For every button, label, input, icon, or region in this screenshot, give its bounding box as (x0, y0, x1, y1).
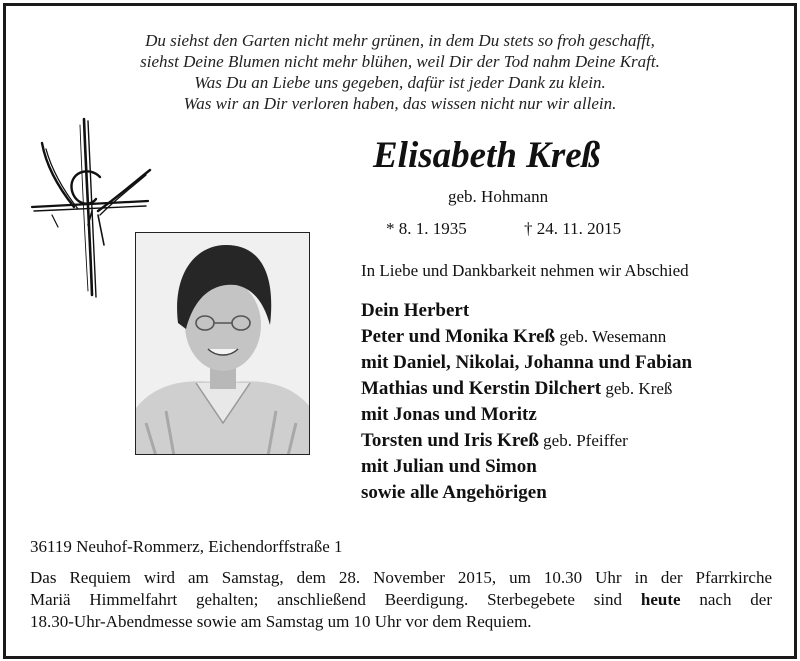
deceased-name: Elisabeth Kreß (373, 135, 601, 176)
mourner-name: mit Julian und Simon (361, 456, 537, 477)
mourner-note: geb. Kreß (601, 379, 673, 398)
birth-date: * 8. 1. 1935 (386, 219, 467, 238)
notice-line: 18.30-Uhr-Abendmesse sowie am Samstag um 10 Uhr vor dem Requiem. (30, 612, 532, 631)
service-notice (30, 567, 772, 633)
mourner-line (361, 324, 692, 350)
notice-text: nach der (680, 590, 772, 609)
notice-line (30, 589, 772, 611)
poem (0, 30, 800, 114)
mourner-name: mit Daniel, Nikolai, Johanna und Fabian (361, 352, 693, 373)
mourner-note: geb. Wesemann (555, 327, 667, 346)
mourner-note: geb. Pfeiffer (538, 431, 628, 450)
mourner-name: mit Jonas und Moritz (361, 404, 537, 425)
poem-line: Was wir an Dir verloren haben, das wissen nicht nur wir allein. (183, 94, 617, 113)
birth-name: geb. Hohmann (448, 187, 549, 206)
poem-line: Du siehst den Garten nicht mehr grünen, in dem Du stets so froh geschafft, (145, 31, 655, 50)
mourners-list (361, 298, 692, 506)
farewell-intro: In Liebe und Dankbarkeit nehmen wir Abschied (361, 261, 689, 280)
mourner-name: Mathias und Kerstin Dilchert (361, 378, 602, 399)
mourner-name: Peter und Monika Kreß (361, 326, 556, 347)
mourner-line (361, 298, 692, 324)
mourner-name: sowie alle Angehörigen (361, 482, 547, 503)
mourner-line (361, 350, 692, 376)
mourner-name: Dein Herbert (361, 300, 470, 321)
mourner-name: Torsten und Iris Kreß (361, 430, 539, 451)
poem-line: Was Du an Liebe uns gegeben, dafür ist jeder Dank zu klein. (194, 73, 606, 92)
death-date: † 24. 11. 2015 (524, 219, 622, 238)
poem-line: siehst Deine Blumen nicht mehr blühen, weil Dir der Tod nahm Deine Kraft. (140, 52, 660, 71)
mourner-line (361, 480, 692, 506)
mourner-line (361, 402, 692, 428)
mourner-line (361, 454, 692, 480)
mourner-line (361, 428, 692, 454)
notice-line: Das Requiem wird am Samstag, dem 28. November 2015, um 10.30 Uhr in der Pfarrkirche (30, 568, 772, 587)
address: 36119 Neuhof-Rommerz, Eichendorffstraße 1 (30, 537, 343, 556)
notice-text: Mariä Himmelfahrt gehalten; anschließend Beerdigung. Sterbegebete sind (30, 590, 641, 609)
portrait-photo (135, 232, 310, 455)
notice-emphasis: heute (640, 590, 681, 609)
mourner-line (361, 376, 692, 402)
